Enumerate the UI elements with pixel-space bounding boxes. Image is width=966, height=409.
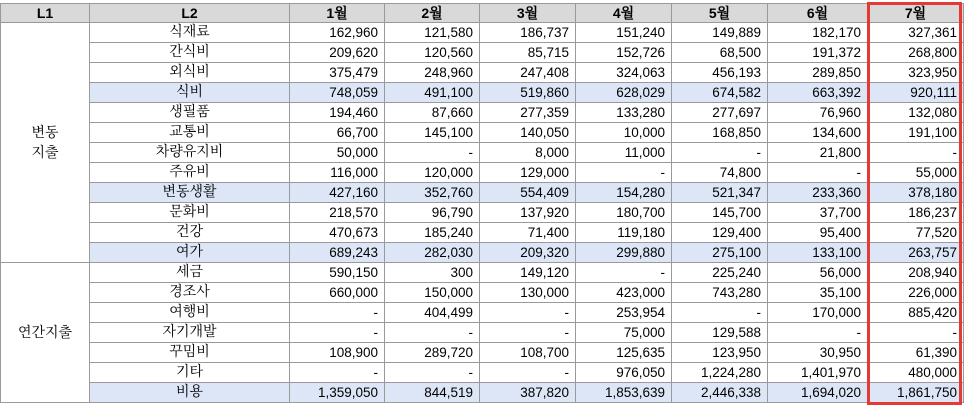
column-header: 1월 [290, 4, 385, 23]
value-cell: 185,240 [385, 223, 480, 243]
table-row [1, 323, 964, 343]
category-l1-cell: 변동 지출 [1, 23, 90, 263]
value-cell: 1,853,639 [576, 383, 672, 403]
value-cell: 75,000 [576, 323, 672, 343]
value-cell: 186,737 [480, 23, 576, 43]
value-cell: 130,000 [480, 283, 576, 303]
value-cell: 66,700 [290, 123, 385, 143]
value-cell: 116,000 [290, 163, 385, 183]
value-cell: 247,408 [480, 63, 576, 83]
category-l2-cell: 간식비 [90, 43, 290, 63]
value-cell: 182,170 [768, 23, 868, 43]
value-cell: 277,697 [672, 103, 768, 123]
value-cell: 378,180 [868, 183, 964, 203]
value-cell: 352,760 [385, 183, 480, 203]
value-cell: 50,000 [290, 143, 385, 163]
value-cell: 1,694,020 [768, 383, 868, 403]
value-cell: 663,392 [768, 83, 868, 103]
value-cell: 87,660 [385, 103, 480, 123]
value-cell: 35,100 [768, 283, 868, 303]
value-cell: - [672, 143, 768, 163]
value-cell: 324,063 [576, 63, 672, 83]
value-cell: 226,000 [868, 283, 964, 303]
table-row [1, 303, 964, 323]
value-cell: 387,820 [480, 383, 576, 403]
column-header: 2월 [385, 4, 480, 23]
value-cell: - [290, 363, 385, 383]
value-cell: 76,960 [768, 103, 868, 123]
value-cell: 30,950 [768, 343, 868, 363]
value-cell: 660,000 [290, 283, 385, 303]
value-cell: 480,000 [868, 363, 964, 383]
value-cell: 209,620 [290, 43, 385, 63]
value-cell: 8,000 [480, 143, 576, 163]
table-row [1, 143, 964, 163]
column-header: L2 [90, 4, 290, 23]
table-row [1, 223, 964, 243]
value-cell: 521,347 [672, 183, 768, 203]
category-l2-cell: 꾸밈비 [90, 343, 290, 363]
value-cell: 191,372 [768, 43, 868, 63]
category-l2-cell: 생필품 [90, 103, 290, 123]
category-l2-cell: 비용 [90, 383, 290, 403]
value-cell: 132,080 [868, 103, 964, 123]
value-cell: 277,359 [480, 103, 576, 123]
value-cell: - [672, 303, 768, 323]
value-cell: 151,240 [576, 23, 672, 43]
subtotal-row [1, 83, 964, 103]
value-cell: - [290, 303, 385, 323]
value-cell: 149,889 [672, 23, 768, 43]
value-cell: - [385, 143, 480, 163]
category-l2-cell: 여가 [90, 243, 290, 263]
category-l2-cell: 교통비 [90, 123, 290, 143]
value-cell: 145,100 [385, 123, 480, 143]
value-cell: 85,715 [480, 43, 576, 63]
value-cell: 108,700 [480, 343, 576, 363]
value-cell: 456,193 [672, 63, 768, 83]
value-cell: 674,582 [672, 83, 768, 103]
value-cell: 154,280 [576, 183, 672, 203]
value-cell: 10,000 [576, 123, 672, 143]
value-cell: 327,361 [868, 23, 964, 43]
value-cell: 268,800 [868, 43, 964, 63]
table-row [1, 363, 964, 383]
category-l2-cell: 건강 [90, 223, 290, 243]
category-l2-cell: 식재료 [90, 23, 290, 43]
value-cell: 77,520 [868, 223, 964, 243]
column-header: 4월 [576, 4, 672, 23]
column-header: 7월 [868, 4, 964, 23]
value-cell: 248,960 [385, 63, 480, 83]
table-row [1, 103, 964, 123]
value-cell: - [480, 323, 576, 343]
table-row [1, 163, 964, 183]
table-row [1, 123, 964, 143]
value-cell: 253,954 [576, 303, 672, 323]
value-cell: 129,400 [672, 223, 768, 243]
value-cell: 186,237 [868, 203, 964, 223]
value-cell: 129,000 [480, 163, 576, 183]
value-cell: 423,000 [576, 283, 672, 303]
table-row [1, 343, 964, 363]
value-cell: - [768, 163, 868, 183]
value-cell: 208,940 [868, 263, 964, 283]
table-row [1, 23, 964, 43]
category-l2-cell: 자기개발 [90, 323, 290, 343]
value-cell: 61,390 [868, 343, 964, 363]
value-cell: - [868, 143, 964, 163]
value-cell: 74,800 [672, 163, 768, 183]
value-cell: 748,059 [290, 83, 385, 103]
subtotal-row [1, 383, 964, 403]
value-cell: 162,960 [290, 23, 385, 43]
category-l2-cell: 여행비 [90, 303, 290, 323]
category-l2-cell: 문화비 [90, 203, 290, 223]
value-cell: 263,757 [868, 243, 964, 263]
value-cell: 920,111 [868, 83, 964, 103]
value-cell: 149,120 [480, 263, 576, 283]
category-l2-cell: 차량유지비 [90, 143, 290, 163]
value-cell: 225,240 [672, 263, 768, 283]
category-l2-cell: 주유비 [90, 163, 290, 183]
value-cell: 119,180 [576, 223, 672, 243]
value-cell: - [576, 163, 672, 183]
table-row [1, 63, 964, 83]
value-cell: 375,479 [290, 63, 385, 83]
value-cell: 129,588 [672, 323, 768, 343]
value-cell: - [768, 323, 868, 343]
value-cell: 140,050 [480, 123, 576, 143]
category-l2-cell: 기타 [90, 363, 290, 383]
value-cell: 96,790 [385, 203, 480, 223]
category-l2-cell: 경조사 [90, 283, 290, 303]
value-cell: - [385, 323, 480, 343]
expense-table [0, 3, 964, 403]
value-cell: 289,720 [385, 343, 480, 363]
value-cell: 125,635 [576, 343, 672, 363]
value-cell: - [385, 363, 480, 383]
value-cell: 689,243 [290, 243, 385, 263]
value-cell: 404,499 [385, 303, 480, 323]
value-cell: 170,000 [768, 303, 868, 323]
value-cell: 168,850 [672, 123, 768, 143]
value-cell: 1,224,280 [672, 363, 768, 383]
value-cell: 194,460 [290, 103, 385, 123]
value-cell: 1,401,970 [768, 363, 868, 383]
value-cell: 133,280 [576, 103, 672, 123]
value-cell: 120,560 [385, 43, 480, 63]
category-l2-cell: 식비 [90, 83, 290, 103]
column-header: L1 [1, 4, 90, 23]
value-cell: 300 [385, 263, 480, 283]
value-cell: 233,360 [768, 183, 868, 203]
value-cell: 68,500 [672, 43, 768, 63]
value-cell: 218,570 [290, 203, 385, 223]
value-cell: 976,050 [576, 363, 672, 383]
value-cell: 108,900 [290, 343, 385, 363]
category-l2-cell: 외식비 [90, 63, 290, 83]
value-cell: 152,726 [576, 43, 672, 63]
header-row [1, 4, 964, 23]
value-cell: 55,000 [868, 163, 964, 183]
value-cell: 123,950 [672, 343, 768, 363]
value-cell: 323,950 [868, 63, 964, 83]
value-cell: 121,580 [385, 23, 480, 43]
value-cell: - [576, 263, 672, 283]
value-cell: - [480, 303, 576, 323]
value-cell: 191,100 [868, 123, 964, 143]
table-row [1, 263, 964, 283]
value-cell: 150,000 [385, 283, 480, 303]
value-cell: 56,000 [768, 263, 868, 283]
value-cell: 180,700 [576, 203, 672, 223]
value-cell: 134,600 [768, 123, 868, 143]
value-cell: 289,850 [768, 63, 868, 83]
value-cell: 37,700 [768, 203, 868, 223]
category-l2-cell: 변동생활 [90, 183, 290, 203]
value-cell: 470,673 [290, 223, 385, 243]
value-cell: 282,030 [385, 243, 480, 263]
value-cell: 519,860 [480, 83, 576, 103]
value-cell: 137,920 [480, 203, 576, 223]
value-cell: 427,160 [290, 183, 385, 203]
table-row [1, 43, 964, 63]
category-l1-cell: 연간지출 [1, 263, 90, 403]
value-cell: 120,000 [385, 163, 480, 183]
value-cell: 1,861,750 [868, 383, 964, 403]
column-header: 5월 [672, 4, 768, 23]
value-cell: 71,400 [480, 223, 576, 243]
value-cell: 275,100 [672, 243, 768, 263]
column-header: 6월 [768, 4, 868, 23]
subtotal-row [1, 243, 964, 263]
value-cell: - [480, 363, 576, 383]
category-l2-cell: 세금 [90, 263, 290, 283]
value-cell: 491,100 [385, 83, 480, 103]
column-header: 3월 [480, 4, 576, 23]
subtotal-row [1, 183, 964, 203]
value-cell: 11,000 [576, 143, 672, 163]
table-row [1, 283, 964, 303]
value-cell: 21,800 [768, 143, 868, 163]
value-cell: 844,519 [385, 383, 480, 403]
value-cell: - [290, 323, 385, 343]
value-cell: 299,880 [576, 243, 672, 263]
table-body [1, 23, 964, 403]
value-cell: 885,420 [868, 303, 964, 323]
value-cell: 145,700 [672, 203, 768, 223]
value-cell: 1,359,050 [290, 383, 385, 403]
table-row [1, 203, 964, 223]
value-cell: - [868, 323, 964, 343]
value-cell: 743,280 [672, 283, 768, 303]
value-cell: 95,400 [768, 223, 868, 243]
value-cell: 209,320 [480, 243, 576, 263]
value-cell: 590,150 [290, 263, 385, 283]
value-cell: 628,029 [576, 83, 672, 103]
value-cell: 2,446,338 [672, 383, 768, 403]
value-cell: 554,409 [480, 183, 576, 203]
value-cell: 133,100 [768, 243, 868, 263]
